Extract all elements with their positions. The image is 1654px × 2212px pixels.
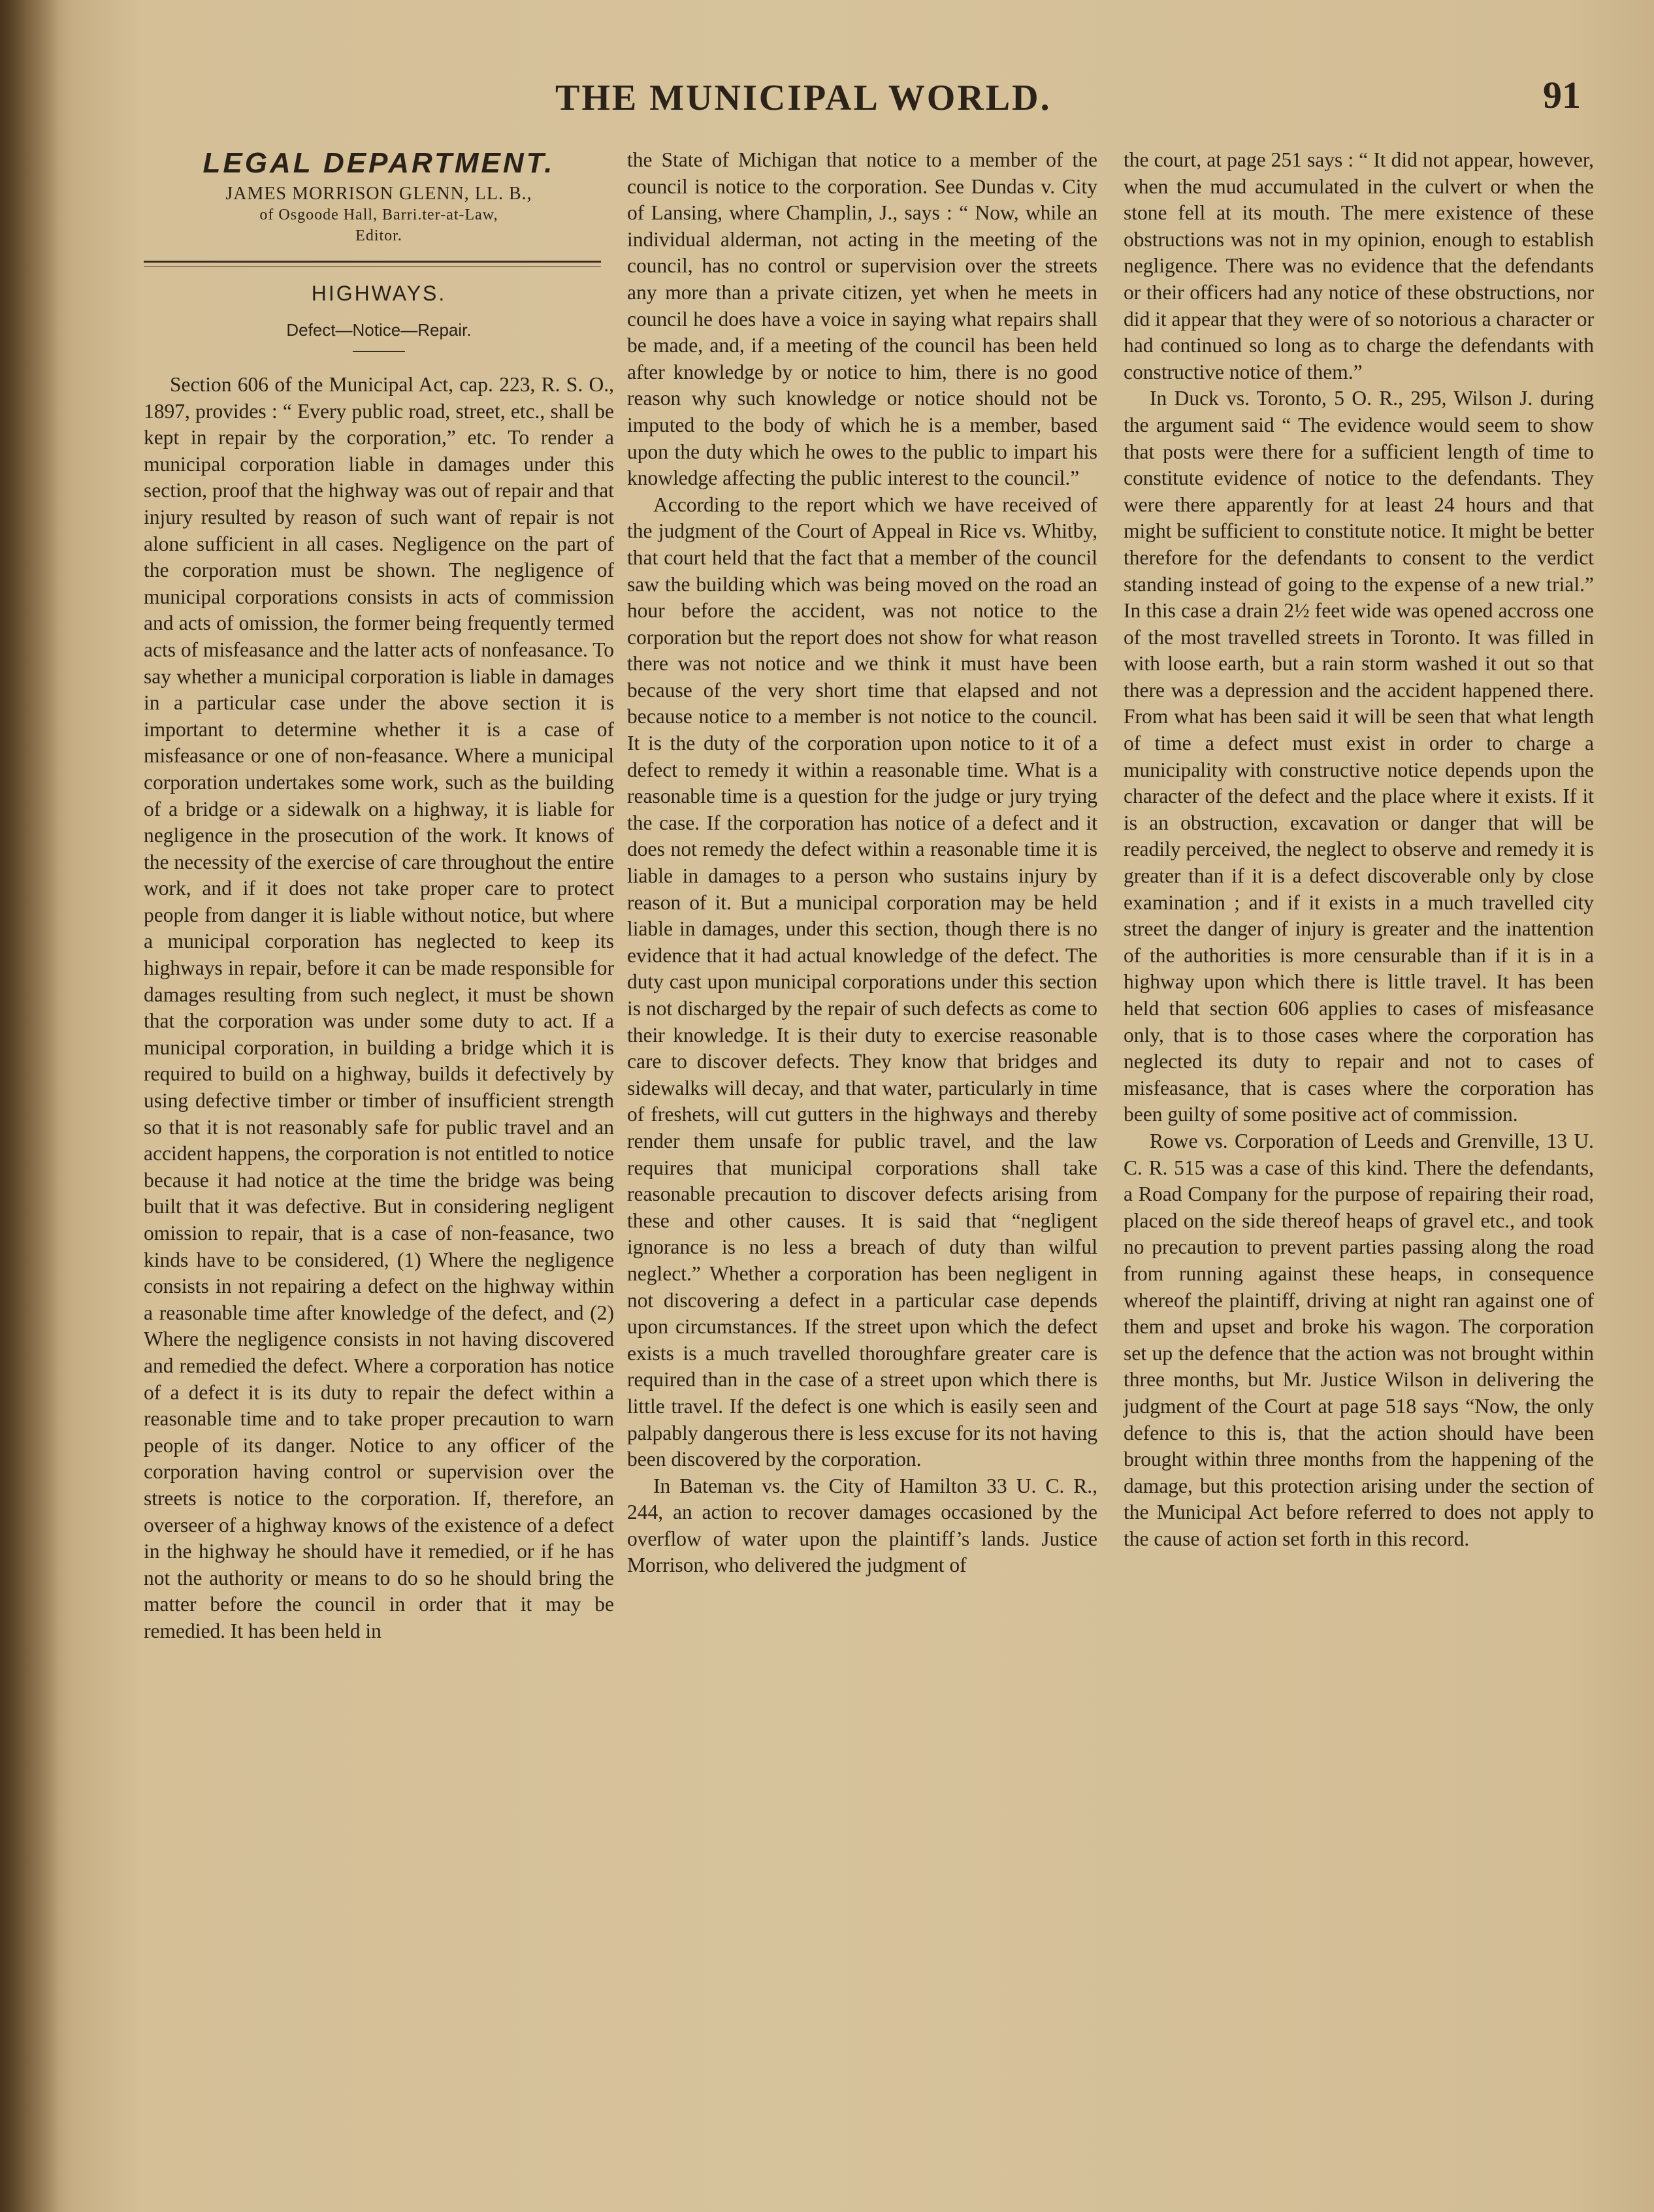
paragraph: In Duck vs. Toronto, 5 O. R., 295, Wilson J. during the argument said “ The evidence would seem to show that posts were there for a sufficient length of time to constitute evidence of notice to the defendants. They were there apparently for at least 24 hours and that might be sufficient to constitute notice. It might be better therefore for the defendants to consent to the verdict standing instead of going to the expense of a new trial.” In this case a drain 2½ feet wide was opened accross one of the most travelled streets in Toronto. It was filled in with loose earth, but a rain storm washed it out so that there was a depression and the accident happened there. From what has been said it will be seen that what length of time a defect must exist in order to charge a municipality with constructive notice depends upon the character of the defect and the place where it exists. If it is an obstruction, excavation or danger that will be readily perceived, the neglect to observe and remedy it is greater than if it is a defect discoverable only by close examination ; and if it exists in a much travelled city street the danger of injury is greater and the inattention of the authorities is more censurable than if it is in a highway upon which there is little travel. It has been held that section 606 applies to cases of misfeasance only, that is to those cases where the corporation has neglected its duty to repair and not to cases of misfeasance, that is cases where the corporation has been guilty of some positive act of commission. xyxy=(1124,387,1594,1126)
editor-affiliation: of Osgoode Hall, Barri.ter-at-Law, xyxy=(259,206,498,223)
column-2 xyxy=(627,147,1097,1579)
department-masthead xyxy=(144,147,614,246)
paragraph: Section 606 of the Municipal Act, cap. 223, R. S. O., 1897, provides : “ Every public road, street, etc., shall be kept in repair by the corporation,” etc. To render a municipal corporation liable in damages under this section, proof that the highway was out of repair and that injury resulted by reason of such want of repair is not alone sufficient in all cases. Negligence on the part of the corporation must be shown. The negligence of municipal corporations consists in acts of commission and acts of omission, the former being frequently termed acts of misfeasance and the latter acts of nonfeasance. To say whether a municipal corporation is liable in damages in a particular case under the above section it is important to determine whether it is a case of misfeasance or one of non-feasance. Where a municipal corporation undertakes some work, such as the building of a bridge or a sidewalk on a highway, it is liable for negligence in the prosecution of the work. It knows of the necessity of the exercise of care throughout the entire work, and if it does not take proper care to protect people from danger it is liable without notice, but where a municipal corporation has neglected to keep its highways in repair, before it can be made responsible for damages resulting from such neglect, it must be shown that the corporation was under some duty to act. If a municipal corporation, in building a bridge which it is required to build on a highway, builds it defectively by using defective timber or timber of insufficient strength so that it is not reasonably safe for public travel and an accident happens, the corporation is not entitled to notice because it had notice at the time the bridge was being built that it was defective. But in considering negligent omission to repair, that is a case of non-feasance, two kinds have to be considered, (1) Where the negligence consists in not repairing a defect on the highway within a reasonable time after knowledge of the defect, and (2) Where the negligence consists in not having discovered and remedied the defect. Where a corporation has notice of a defect it is its duty to repair the defect within a reasonable time and to take proper precaution to warn people of its danger. Notice to any officer of the corporation having control or supervision over the streets is notice to the corporation. If, therefore, an overseer of a highway knows of the existence of a defect in the highway he should have it remedied, or if he has not the authority or means to do so he should bring the matter before the council in order that it may be remedied. It has been held in xyxy=(144,373,614,1642)
binding-shadow xyxy=(0,0,59,2212)
paragraph: According to the report which we have received of the judgment of the Court of Appeal in Rice vs. Whitby, that court held that the fact that a member of the council saw the building which was being moved on the road an hour before the accident, was not notice to the corporation but the report does not show for what reason there was not notice and we think it must have been because of the very short time that elapsed and not because notice to a member is not notice to the council. It is the duty of the corporation upon notice to it of a defect to remedy it within a reasonable time. What is a reasonable time is a question for the judge or jury trying the case. If the corporation has notice of a defect and it does not remedy the defect within a reasonable time it is liable in damages to a person who sustains injury by reason of it. But a municipal corporation may be held liable in damages, under this section, though there is no evidence that it had actual knowledge of the defect. The duty cast upon municipal corporations under this section is not discharged by the repair of such defects as come to their knowledge. It is their duty to exercise reasonable care to discover defects. They know that bridges and sidewalks will decay, and that water, particularly in time of freshets, will cut gutters in the highways and thereby render them unsafe for public travel, and the law requires that municipal corporations shall take reasonable precaution to discover defects arising from these and other causes. It is said that “negligent ignorance is no less a breach of duty than wilful neglect.” Whether a corporation has been negligent in not discovering a defect in a particular case depends upon circumstances. If the street upon which the defect exists is a much travelled thoroughfare greater care is required than in the case of a street upon which there is little travel. If the defect is one which is easily seen and palpably dangerous there is less excuse for its not having been discovered by the corporation. xyxy=(627,493,1097,1471)
column-1 xyxy=(144,147,614,1645)
page-header xyxy=(131,73,1607,125)
running-title: THE MUNICIPAL WORLD. xyxy=(555,78,1052,118)
page-number: 91 xyxy=(1543,74,1581,116)
article-subtitle: Defect—Notice—Repair. xyxy=(286,320,472,340)
column-3 xyxy=(1124,147,1594,1552)
subtitle-rule xyxy=(353,351,405,352)
paragraph: the State of Michigan that notice to a member of the council is notice to the corporation. See Dundas v. City of Lansing, where Champlin, J., says : “ Now, while an individual alderman, not acting in the meeting of the council, has no control or supervision over the streets any more than a private citizen, yet when he meets in council he does have a voice in saying what repairs shall be made, and, if a meeting of the council has been held after knowledge by or notice to him, there is no good reason why such knowledge or notice should not be imputed to the body of which he is a member, based upon the duty which he owes to the public to impart his knowledge affecting the public interest to the council.” xyxy=(627,148,1097,490)
paragraph: In Bateman vs. the City of Hamilton 33 U. C. R., 244, an action to recover damages occasioned by the overflow of water upon the plaintiff’s lands. Justice Morrison, who delivered the judgment of xyxy=(627,1474,1097,1577)
paragraph: Rowe vs. Corporation of Leeds and Grenville, 13 U. C. R. 515 was a case of this kind. There the defendants, a Road Company for the purpose of repairing their road, placed on the side thereof heaps of gravel etc., and took no precaution to prevent parties passing along the road from running against these heaps, in consequence whereof the plaintiff, driving at night ran against one of them and upset and broke his wagon. The corporation set up the defence that the action was not brought within three months, but Mr. Justice Wilson in delivering the judgment of the Court at page 518 says “Now, the only defence to this is, that the action should have been brought within three months from the happening of the damage, but this protection arising under the section of the Municipal Act before referred to does not apply to the cause of action set forth in this record. xyxy=(1124,1129,1594,1550)
article-title: HIGHWAYS. xyxy=(311,282,447,305)
masthead-rule xyxy=(144,261,601,267)
editor-role: Editor. xyxy=(355,227,402,244)
paragraph: the court, at page 251 says : “ It did not appear, however, when the mud accumulated in the culvert or when the stone fell at its mouth. The mere existence of these obstructions was not in my opinion, enough to establish negligence. There was no evidence that the defendants or their officers had any notice of these obstructions, nor did it appear that they were of so notorious a character or had continued so long as to charge the defendants with constructive notice of them.” xyxy=(1124,148,1594,383)
editor-name: JAMES MORRISON GLENN, LL. B., xyxy=(225,184,532,204)
department-title: LEGAL DEPARTMENT. xyxy=(203,147,555,179)
